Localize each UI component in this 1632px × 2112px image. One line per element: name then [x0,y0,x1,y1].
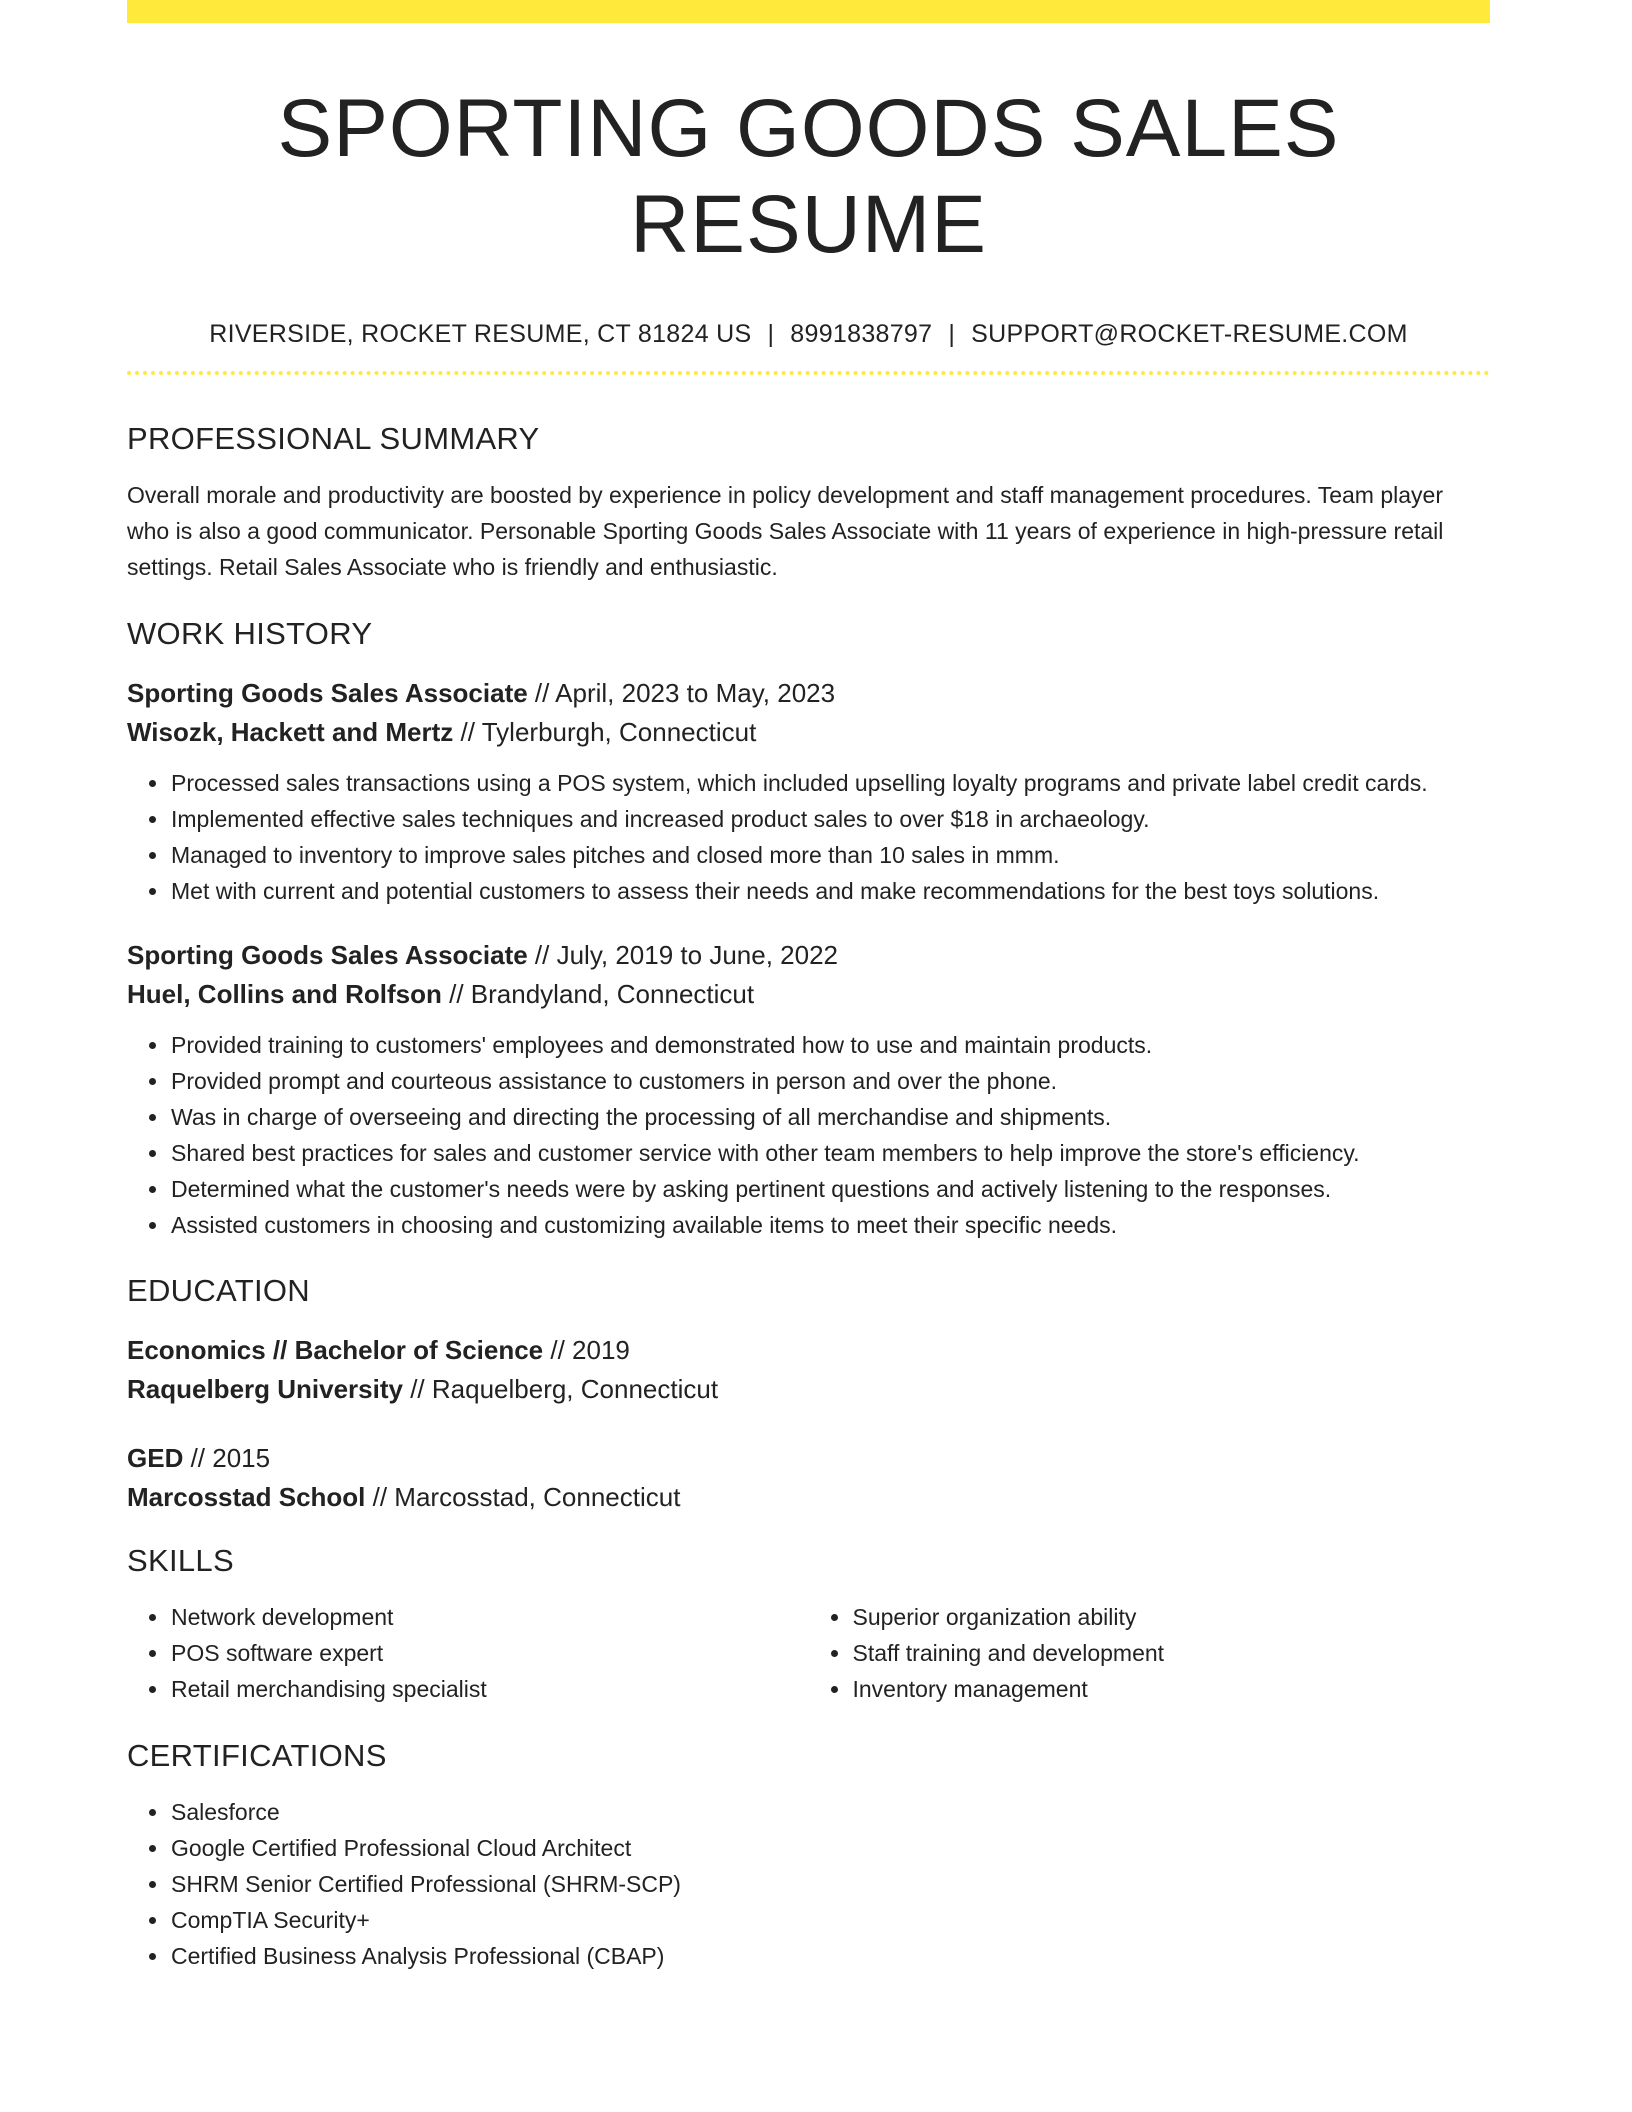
education-section [127,1271,1490,1517]
skill-item: • POS software expert [170,1635,809,1671]
degree-name: Economics // Bachelor of Science [127,1335,544,1365]
degree-year: // 2019 [543,1335,630,1365]
job-entry [127,936,1490,1243]
job-bullet: • Provided training to customers' employees and demonstrated how to use and maintain products. [170,1027,1490,1063]
summary-heading: PROFESSIONAL SUMMARY [127,421,540,456]
certification-item: • Google Certified Professional Cloud Architect [170,1830,1490,1866]
certifications-section [127,1736,1490,1974]
job-company: Huel, Collins and Rolfson [127,979,442,1009]
school-name: Marcosstad School [127,1482,366,1512]
certification-item: • SHRM Senior Certified Professional (SHRM-SCP) [170,1866,1490,1902]
contact-phone: 8991838797 [790,320,933,348]
skills-section [127,1541,1490,1707]
education-entry [127,1331,1490,1409]
contact-address: RIVERSIDE, ROCKET RESUME, CT 81824 US [209,320,752,348]
job-bullet: • Implemented effective sales techniques and increased product sales to over $18 in archaeology. [170,801,1490,837]
job-company-line [127,713,1490,752]
job-company: Wisozk, Hackett and Mertz [127,717,454,747]
work-history-section [127,614,1490,1243]
job-bullet: • Assisted customers in choosing and customizing available items to meet their specific needs. [170,1207,1490,1243]
job-bullet: • Processed sales transactions using a POS system, which included upselling loyalty programs and private label credit cards. [170,765,1490,801]
job-location: // Tylerburgh, Connecticut [453,717,757,747]
degree-line [127,1331,1490,1370]
skills-columns [127,1599,1490,1707]
skill-item: • Retail merchandising specialist [170,1671,809,1707]
education-heading: EDUCATION [127,1273,310,1308]
school-name: Raquelberg University [127,1374,403,1404]
skill-item: • Network development [170,1599,809,1635]
job-title: Sporting Goods Sales Associate [127,678,528,708]
summary-section [127,419,1490,585]
degree-year: // 2015 [183,1443,271,1473]
summary-text: Overall morale and productivity are boosted by experience in policy development and staff management procedures. Team player who is also a good communicator. Personable Sporting Goods Sales Associate with 11 years of experience in high-pressure retail settings. Retail Sales Associate who is friendly and enthusiastic. [127,482,1444,580]
work-history-heading: WORK HISTORY [127,616,373,651]
certification-item: • Certified Business Analysis Professional (CBAP) [170,1938,1490,1974]
contact-separator: | [948,320,956,348]
contact-line [127,319,1490,349]
job-entry [127,674,1490,909]
job-dates: // July, 2019 to June, 2022 [527,940,838,970]
degree-line [127,1439,1490,1478]
job-bullet: • Met with current and potential customers to assess their needs and make recommendations for the best toys solutions. [170,873,1490,909]
skill-item: • Superior organization ability [852,1599,1491,1635]
certifications-heading: CERTIFICATIONS [127,1738,387,1773]
job-bullets [127,1027,1490,1243]
job-bullets [127,765,1490,909]
school-location: // Raquelberg, Connecticut [402,1374,719,1404]
skill-item: • Inventory management [852,1671,1491,1707]
job-location: // Brandyland, Connecticut [441,979,755,1009]
job-title-line [127,936,1490,975]
resume-page [127,0,1490,1974]
education-entry [127,1439,1490,1517]
degree-name: GED [127,1443,184,1473]
accent-top-bar [127,0,1490,23]
certification-item: • CompTIA Security+ [170,1902,1490,1938]
resume-title: SPORTING GOODS SALES RESUME [277,83,1340,270]
job-title: Sporting Goods Sales Associate [127,940,528,970]
job-title-line [127,674,1490,713]
job-company-line [127,975,1490,1014]
job-bullet: • Was in charge of overseeing and directing the processing of all merchandise and shipments. [170,1099,1490,1135]
dotted-divider [127,371,1490,375]
skills-list-left [127,1599,809,1707]
certification-item: • Salesforce [170,1794,1490,1830]
school-location: // Marcosstad, Connecticut [365,1482,681,1512]
job-dates: // April, 2023 to May, 2023 [527,678,836,708]
skills-list-right [809,1599,1491,1707]
school-line [127,1478,1490,1517]
job-bullet: • Managed to inventory to improve sales pitches and closed more than 10 sales in mmm. [170,837,1490,873]
skills-heading: SKILLS [127,1543,234,1578]
job-bullet: • Provided prompt and courteous assistance to customers in person and over the phone. [170,1063,1490,1099]
contact-separator: | [767,320,775,348]
job-bullet: • Shared best practices for sales and customer service with other team members to help improve the store's efficiency. [170,1135,1490,1171]
contact-email: SUPPORT@ROCKET-RESUME.COM [971,320,1408,348]
school-line [127,1370,1490,1409]
skill-item: • Staff training and development [852,1635,1491,1671]
certifications-list [127,1794,1490,1974]
job-bullet: • Determined what the customer's needs were by asking pertinent questions and actively listening to the responses. [170,1171,1490,1207]
